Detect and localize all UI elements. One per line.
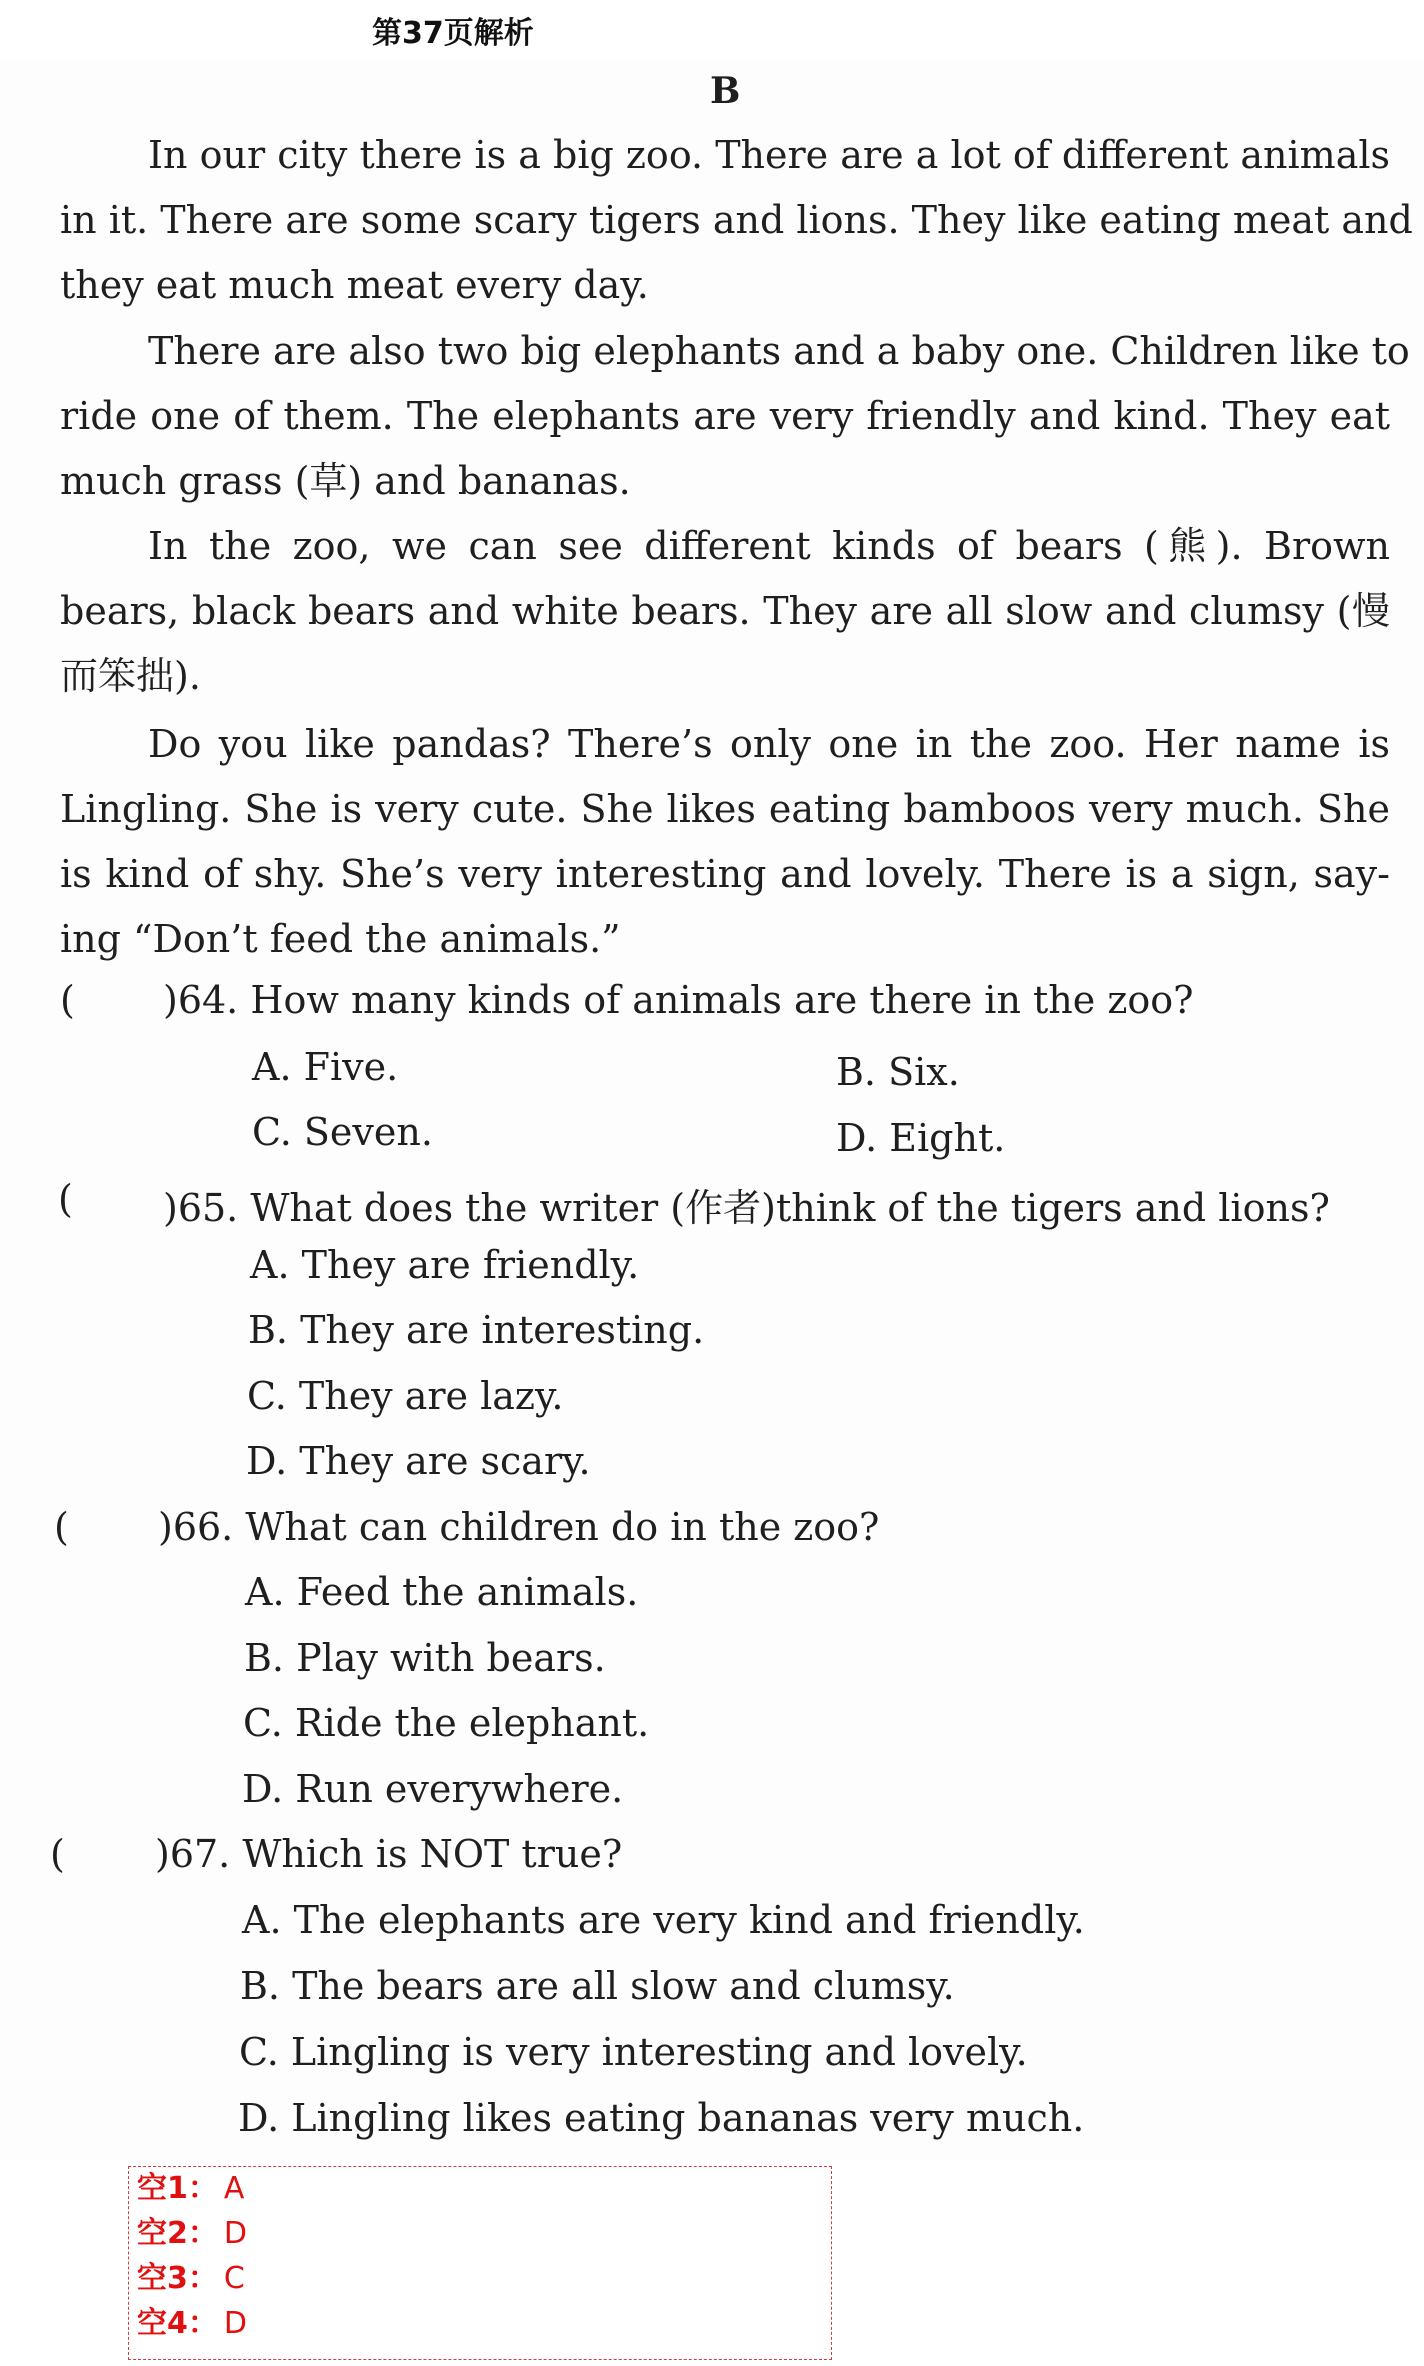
answer-label: 空4： (137, 2306, 218, 2341)
passage-line: bears, black bears and white bears. They are all slow and clumsy (慢 (60, 589, 1390, 633)
option-65-b: B. They are interesting. (248, 1308, 705, 1352)
page-title: 第37页解析 (372, 16, 534, 51)
passage-line: in it. There are some scary tigers and lions. They like eating meat and (60, 198, 1413, 242)
question-67: )67. Which is NOT true? (155, 1832, 623, 1876)
answer-paren: ( (54, 1505, 69, 1549)
passage-line: In the zoo, we can see different kinds of bears (熊). Brown (148, 524, 1390, 568)
option-66-a: A. Feed the animals. (245, 1570, 639, 1614)
passage-line: There are also two big elephants and a baby one. Children like to (148, 329, 1410, 373)
answer-value: C (223, 2261, 245, 2296)
option-64-c: C. Seven. (252, 1110, 433, 1154)
option-66-b: B. Play with bears. (244, 1636, 606, 1680)
passage-line: they eat much meat every day. (60, 263, 649, 307)
passage-paragraph-3 (60, 514, 1390, 709)
option-65-c: C. They are lazy. (247, 1374, 564, 1418)
answer-item-3 (137, 2257, 245, 2301)
option-66-c: C. Ride the elephant. (243, 1701, 650, 1745)
option-67-a: A. The elephants are very kind and friendly. (242, 1898, 1085, 1942)
answer-paren: ( (60, 978, 75, 1022)
section-letter: B (710, 70, 741, 112)
answer-value: A (223, 2171, 245, 2206)
option-67-c: C. Lingling is very interesting and lovely. (239, 2030, 1028, 2074)
answer-label: 空3： (137, 2261, 218, 2296)
passage-line: is kind of shy. She’s very interesting and lovely. There is a sign, say- (60, 852, 1390, 896)
passage-line: ing “Don’t feed the animals.” (60, 917, 621, 961)
answer-item-1 (137, 2167, 244, 2211)
answer-label: 空1： (137, 2171, 218, 2206)
answer-item-4 (137, 2302, 247, 2346)
option-64-b: B. Six. (836, 1050, 960, 1094)
passage-line: Do you like pandas? There’s only one in the zoo. Her name is (148, 722, 1390, 766)
passage-line: much grass (草) and bananas. (60, 459, 631, 503)
answer-paren: ( (50, 1832, 65, 1876)
answer-value: D (223, 2216, 247, 2251)
answer-paren: ( (58, 1177, 73, 1221)
option-66-d: D. Run everywhere. (242, 1767, 624, 1811)
question-66: )66. What can children do in the zoo? (158, 1505, 880, 1549)
passage-paragraph-1 (60, 123, 1413, 318)
passage-line: ride one of them. The elephants are very friendly and kind. They eat (60, 394, 1390, 438)
option-67-d: D. Lingling likes eating bananas very much. (238, 2096, 1085, 2140)
answer-item-2 (137, 2212, 247, 2256)
passage-paragraph-2 (60, 319, 1410, 514)
answer-value: D (223, 2306, 247, 2341)
passage-paragraph-4 (60, 712, 1390, 972)
question-64: )64. How many kinds of animals are there in the zoo? (163, 978, 1194, 1022)
option-65-a: A. They are friendly. (250, 1243, 640, 1287)
question-65: )65. What does the writer (作者)think of the tigers and lions? (163, 1186, 1330, 1230)
option-64-d: D. Eight. (836, 1116, 1006, 1160)
option-64-a: A. Five. (252, 1045, 399, 1089)
passage-line: In our city there is a big zoo. There are a lot of different animals (148, 133, 1390, 177)
option-65-d: D. They are scary. (246, 1439, 591, 1483)
answer-label: 空2： (137, 2216, 218, 2251)
answer-key-box (128, 2166, 832, 2360)
passage-line: 而笨拙). (60, 654, 201, 698)
passage-line: Lingling. She is very cute. She likes eating bamboos very much. She (60, 787, 1390, 831)
option-67-b: B. The bears are all slow and clumsy. (240, 1964, 955, 2008)
